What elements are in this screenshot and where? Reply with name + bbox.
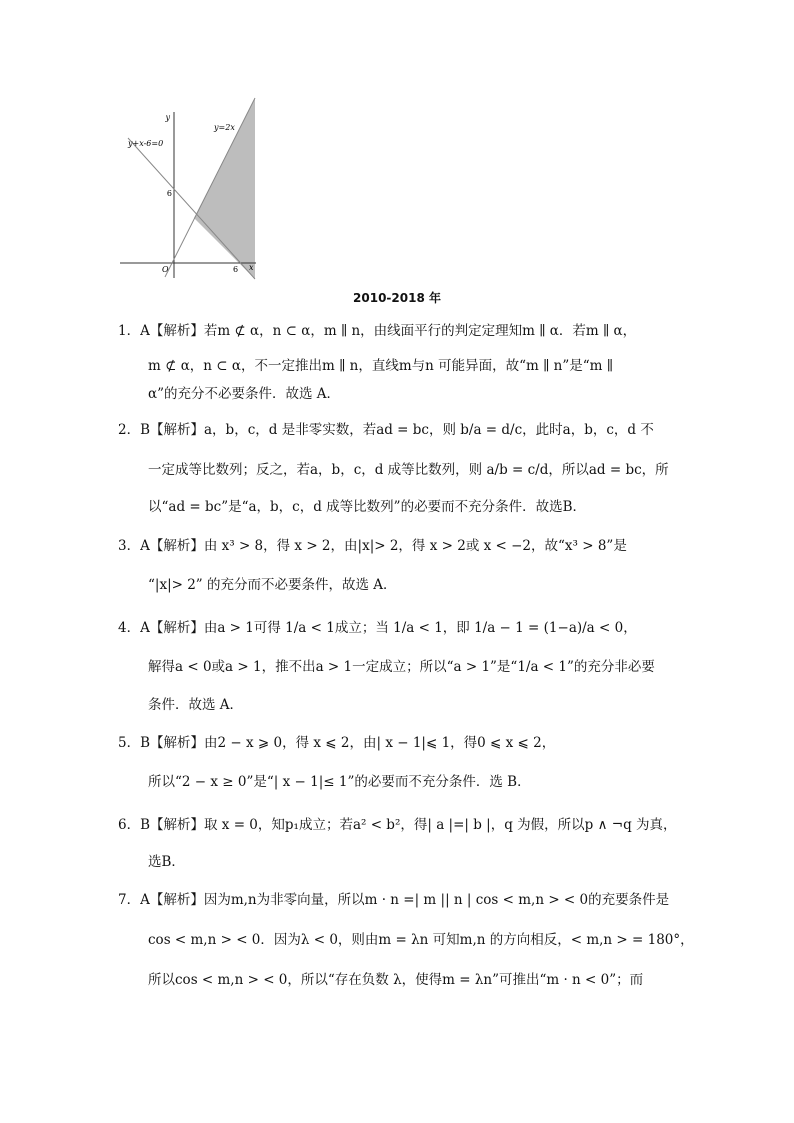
line-16: 7．A【解析】因为m,n为非零向量，所以m · n =| m || n | cos < m,n > < 0的充要条件是 <box>118 892 670 908</box>
line-4: 2．B【解析】a，b，c，d 是非零实数，若ad = bc，则 b/a = d/c，此时a，b，c，d 不 <box>118 422 654 438</box>
line-10: 解得a < 0或a > 1，推不出a > 1一定成立；所以“a > 1”是“1/a < 1”的充分非必要 <box>148 659 655 675</box>
line-13: 所以“2 − x ≥ 0”是“| x − 1|≤ 1”的必要而不充分条件．选 B． <box>148 774 531 790</box>
line-7: 3．A【解析】由 x³ > 8，得 x > 2，由|x|> 2，得 x > 2或 x < −2，故“x³ > 8”是 <box>118 538 627 554</box>
line2-label: y=2x <box>214 123 235 132</box>
origin-label: O <box>162 265 169 274</box>
line1-label: y+x-6=0 <box>128 139 164 148</box>
line-12: 5．B【解析】由2 − x ⩾ 0，得 x ⩽ 2，由| x − 1|⩽ 1，得0 ⩽ x ⩽ 2， <box>118 735 556 751</box>
line-3: α”的充分不必要条件．故选 A． <box>148 386 341 402</box>
feasible-region-figure <box>112 92 262 284</box>
section-title: 2010-2018 年 <box>353 291 441 305</box>
tick-x-label: 6 <box>233 265 239 274</box>
line-17: cos < m,n > < 0．因为λ < 0，则由m = λn 可知m,n 的方向相反，< m,n > = 180°， <box>148 932 694 948</box>
line-2: m ⊄ α，n ⊂ α，不一定推出m ∥ n，直线m与n 可能异面，故“m ∥ n”是“m ∥ <box>148 358 613 374</box>
line-15: 选B． <box>148 854 185 870</box>
line-1: 1．A【解析】若m ⊄ α，n ⊂ α，m ∥ n，由线面平行的判定定理知m ∥ α．若m ∥ α， <box>118 323 637 339</box>
line-14: 6．B【解析】取 x = 0，知p₁成立；若a² < b²，得| a |=| b |，q 为假，所以p ∧ ¬q 为真， <box>118 817 677 833</box>
line-5: 一定成等比数列；反之，若a，b，c，d 成等比数列，则 a/b = c/d，所以ad = bc，所 <box>148 462 669 478</box>
line-9: 4．A【解析】由a > 1可得 1/a < 1成立；当 1/a < 1，即 1/a − 1 = (1−a)/a < 0， <box>118 620 637 636</box>
tick-y-label: 6 <box>166 189 172 198</box>
line-18: 所以cos < m,n > < 0，所以“存在负数 λ，使得m = λn”可推出“m · n < 0”；而 <box>148 972 644 988</box>
line-11: 条件．故选 A． <box>148 697 244 713</box>
y-axis-label: y <box>165 113 170 122</box>
line-6: 以“ad = bc”是“a，b，c，d 成等比数列”的必要而不充分条件．故选B． <box>148 499 586 515</box>
x-axis-label: x <box>249 263 254 272</box>
line-8: “|x|> 2” 的充分而不必要条件，故选 A． <box>148 577 397 593</box>
